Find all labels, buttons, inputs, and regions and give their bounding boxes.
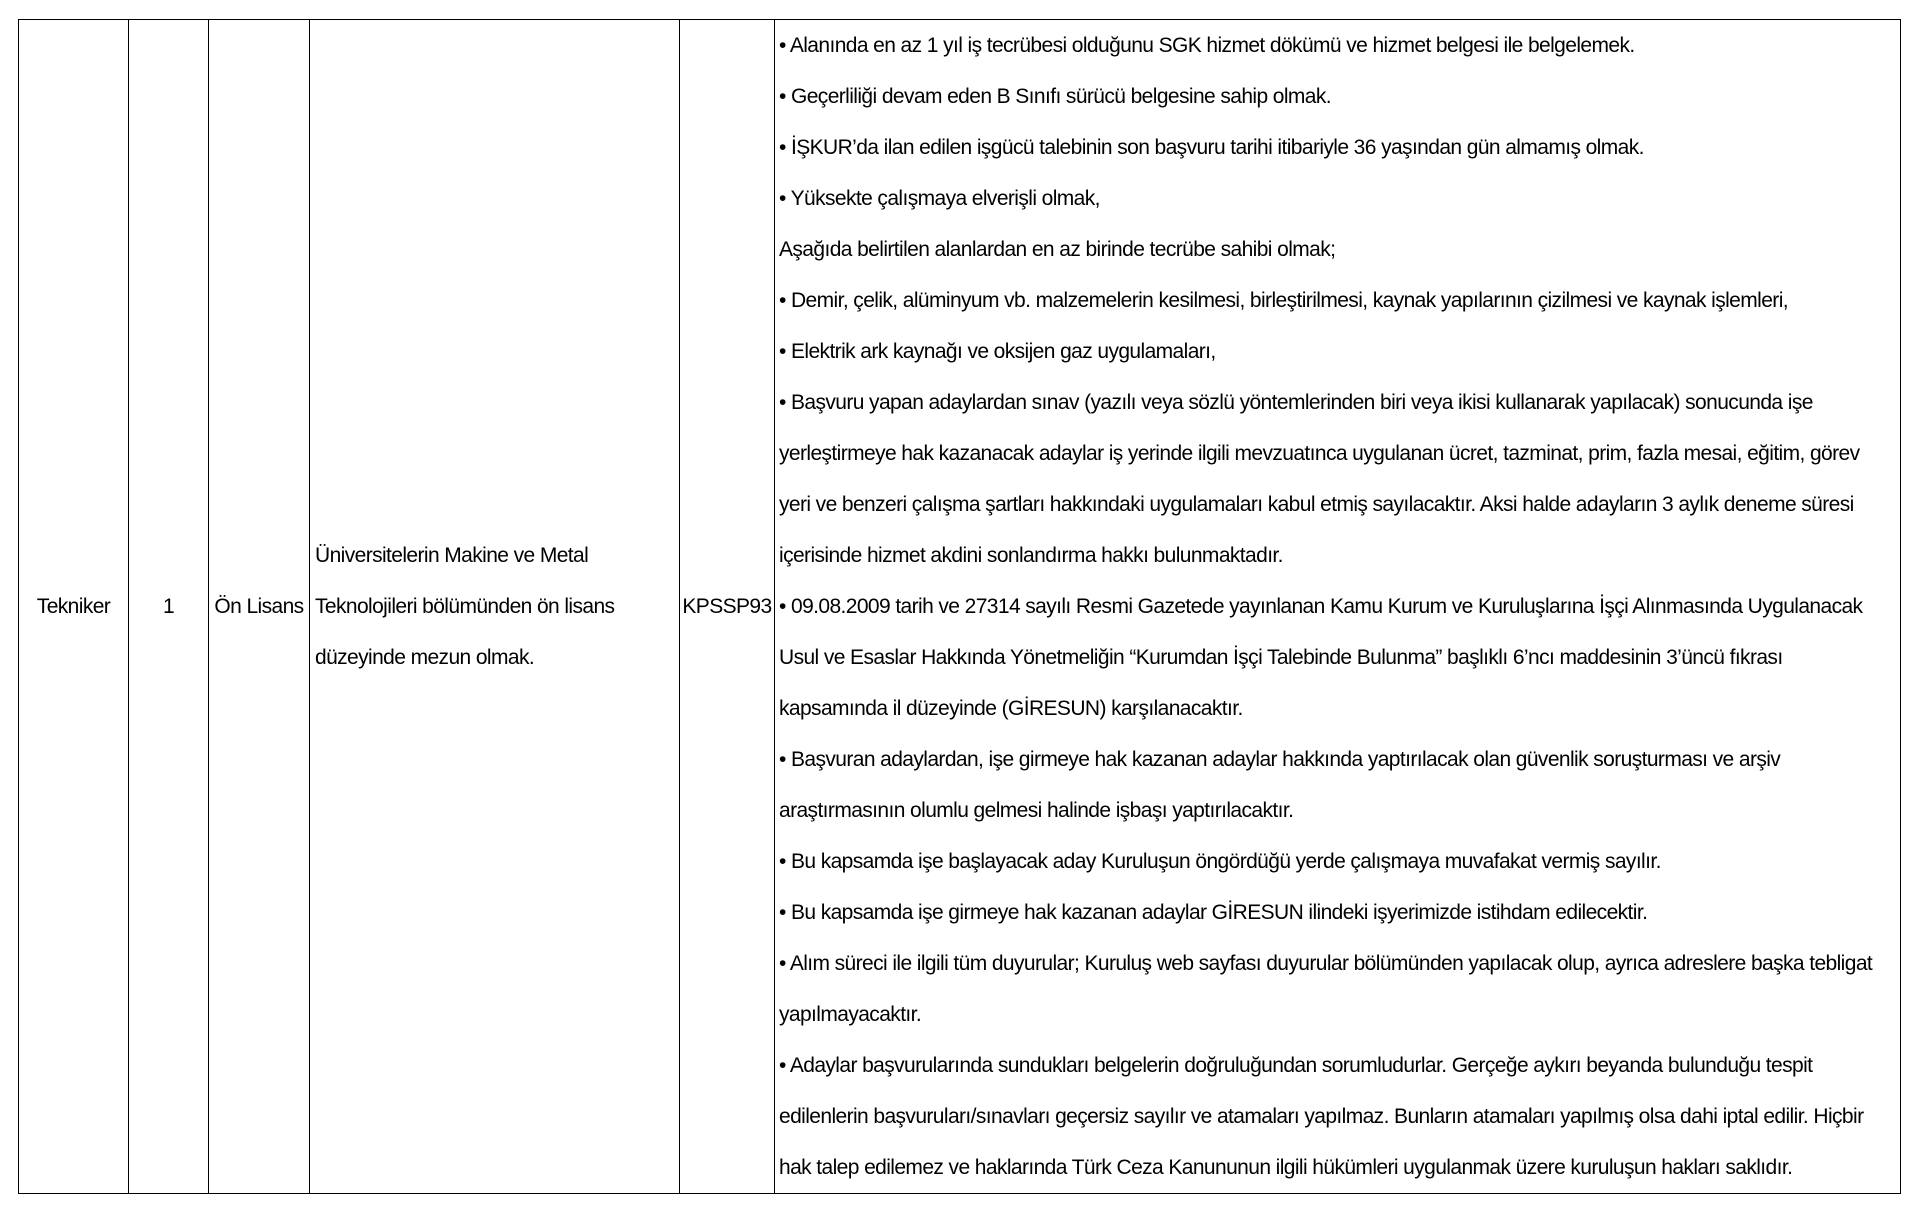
- kpss-score-type: KPSSP93: [682, 595, 772, 618]
- table-row: [19, 20, 1901, 1194]
- condition-item: • Geçerliliği devam eden B Sınıfı sürücü belgesine sahip olmak.: [779, 85, 1332, 108]
- position-count: 1: [162, 595, 175, 618]
- condition-item: • 09.08.2009 tarih ve 27314 sayılı Resmi Gazetede yayınlanan Kamu Kurum ve Kuruluşlarına İşçi Alınmasında Uygulanacak Usul ve Esaslar Hakkında Yönetmeliğin “Kurumdan İşçi Talebinde Bulunma” başlıklı 6’ncı maddesinin 3’üncü fıkrası kapsamında il düzeyinde (GİRESUN) karşılanacaktır.: [779, 595, 1863, 720]
- education-requirement: Üniversitelerin Makine ve Metal Teknolojileri bölümünden ön lisans düzeyinde mezun olmak.: [315, 544, 615, 669]
- condition-item: • Başvuru yapan adaylardan sınav (yazılı veya sözlü yöntemlerinden biri veya ikisi kullanarak yapılacak) sonucunda işe yerleştirmeye hak kazanacak adaylar iş yerinde ilgili mevzuatınca uygulanan ücret, tazminat, prim, fazla mesai, eğitim, görev yeri ve benzeri çalışma şartları hakkındaki uygulamaları kabul etmiş sayılacaktır. Aksi halde adayların 3 aylık deneme süresi içerisinde hizmet akdini sonlandırma hakkı bulunmaktadır.: [779, 391, 1860, 567]
- condition-item: • Alım süreci ile ilgili tüm duyurular; Kuruluş web sayfası duyurular bölümünden yapılacak olup, ayrıca adreslere başka tebligat yapılmayacaktır.: [779, 952, 1873, 1026]
- condition-item: • Demir, çelik, alüminyum vb. malzemelerin kesilmesi, birleştirilmesi, kaynak yapılarının çizilmesi ve kaynak işlemleri,: [779, 289, 1788, 312]
- education-requirement-cell: [310, 20, 680, 1194]
- condition-item: • Yüksekte çalışmaya elverişli olmak,: [779, 187, 1100, 210]
- condition-item: • Bu kapsamda işe başlayacak aday Kuruluşun öngördüğü yerde çalışmaya muvafakat vermiş sayılır.: [779, 850, 1661, 873]
- condition-item: • Adaylar başvurularında sundukları belgelerin doğruluğundan sorumludurlar. Gerçeğe aykırı beyanda bulunduğu tespit edilenlerin başvuruları/sınavları geçersiz sayılır ve atamaları yapılmaz. Bunların atamaları yapılmış olsa dahi iptal edilir. Hiçbir hak talep edilemez ve haklarında Türk Ceza Kanununun ilgili hükümleri uygulanmak üzere kuruluşun hakları saklıdır.: [779, 1054, 1864, 1179]
- position-title: Tekniker: [36, 595, 111, 618]
- education-level: Ön Lisans: [214, 595, 304, 618]
- condition-item: • Elektrik ark kaynağı ve oksijen gaz uygulamaları,: [779, 340, 1216, 363]
- job-listing-table: [18, 19, 1901, 1194]
- conditions-cell: [775, 20, 1901, 1194]
- education-level-cell: [209, 20, 310, 1194]
- position-title-cell: [19, 20, 129, 1194]
- condition-item: • Bu kapsamda işe girmeye hak kazanan adaylar GİRESUN ilindeki işyerimizde istihdam edilecektir.: [779, 901, 1648, 924]
- kpss-score-type-cell: [680, 20, 775, 1194]
- condition-item: Aşağıda belirtilen alanlardan en az birinde tecrübe sahibi olmak;: [779, 238, 1336, 261]
- condition-item: • İŞKUR’da ilan edilen işgücü talebinin son başvuru tarihi itibariyle 36 yaşından gün almamış olmak.: [779, 136, 1644, 159]
- condition-item: • Başvuran adaylardan, işe girmeye hak kazanan adaylar hakkında yaptırılacak olan güvenlik soruşturması ve arşiv araştırmasının olumlu gelmesi halinde işbaşı yaptırılacaktır.: [779, 748, 1781, 822]
- conditions-list: [775, 20, 1900, 1193]
- condition-item: • Alanında en az 1 yıl iş tecrübesi olduğunu SGK hizmet dökümü ve hizmet belgesi ile belgelemek.: [779, 34, 1635, 57]
- position-count-cell: [129, 20, 209, 1194]
